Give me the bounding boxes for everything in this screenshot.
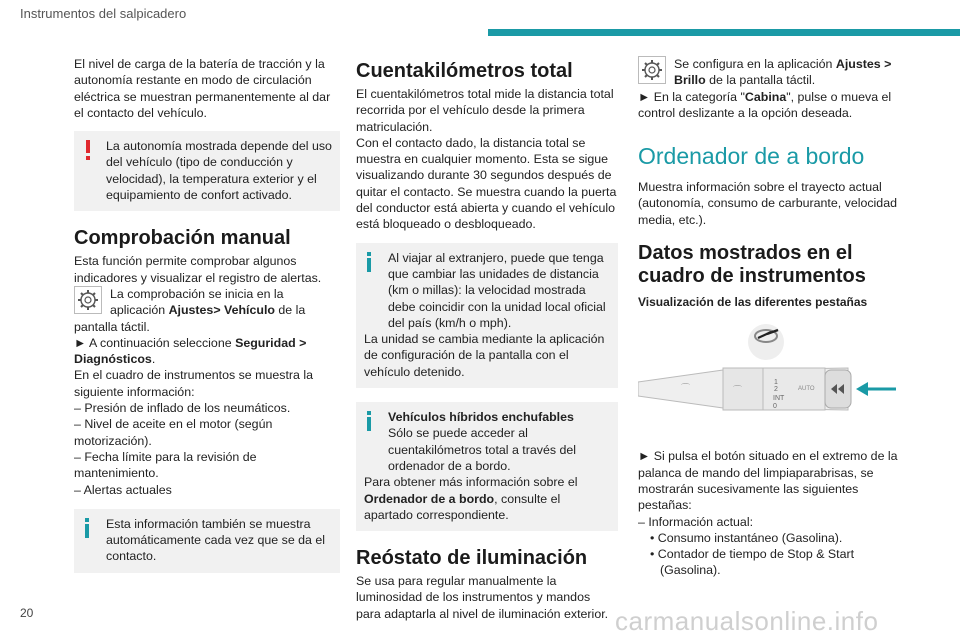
- hybrid-title: Vehículos híbridos enchufables: [388, 410, 574, 425]
- hybrid-bold: Ordenador de a bordo: [364, 491, 495, 506]
- wiper-stalk-diagram: [638, 322, 900, 432]
- watermark: carmanualsonline.info: [615, 606, 879, 636]
- column-1: [74, 56, 340, 573]
- stalk-label: 0: [773, 403, 777, 411]
- info-icon: [365, 411, 373, 431]
- settings-gear-icon: [74, 286, 102, 314]
- gear3-bold: Ajustes > Brillo: [674, 57, 892, 88]
- stalk-label: AUTO: [798, 386, 815, 393]
- list-item: • Contador de tiempo de Stop & Start (Gasolina).: [650, 547, 855, 578]
- trip-computer-paragraph: Muestra información sobre el trayecto actual (autonomía, consumo de carburante, velocidad media, etc.).: [638, 180, 897, 227]
- steering-wheel-icon: [748, 324, 784, 360]
- warning-exclamation-icon: [81, 139, 95, 161]
- info-box-units: [356, 243, 618, 388]
- stalk-label: 2: [774, 386, 778, 394]
- wiper-stalk-illustration: [638, 322, 900, 432]
- step-pre: ► A continuación seleccione: [74, 335, 236, 350]
- step-instruction: [74, 335, 340, 368]
- info-icon: [365, 252, 373, 272]
- step3-bold: Cabina: [744, 89, 787, 104]
- hybrid-post: , consulte el apartado correspondiente.: [364, 491, 561, 522]
- odometer-paragraph-2: Con el contacto dado, la distancia total se muestra en cualquier momento. Esta se sigue visualizando durante 30 segundos después de quitar el contacto. Se muestra cuando la puerta del conductor está abierta y cuando el vehículo está bloqueado o desbloqueado.: [356, 135, 617, 232]
- gear-text-bold: Ajustes> Vehículo: [168, 303, 275, 318]
- hybrid-text-1: Sólo se puede acceder al cuentakilómetros total a través del ordenador de a bordo.: [388, 426, 577, 473]
- rheostat-paragraph: Se usa para regular manualmente la luminosidad de los instrumentos y mandos para adaptarla al nivel de iluminación exterior.: [356, 574, 609, 621]
- column-2: [356, 56, 618, 622]
- hybrid-pre: Para obtener más información sobre el: [364, 475, 578, 490]
- warning-box: [74, 131, 340, 211]
- list-item: – Nivel de aceite en el motor (según motorización).: [74, 417, 273, 448]
- gear-text-post: de la pantalla táctil.: [74, 303, 306, 334]
- section-heading-displayed-data: Datos mostrados en el cuadro de instrumentos: [638, 242, 866, 288]
- odometer-paragraph-1: El cuentakilómetros total mide la distancia total recorrida por el vehículo desde la primera matriculación.: [356, 87, 614, 134]
- pointer-arrow-icon: [856, 382, 896, 396]
- section-heading-manual: Comprobación manual: [74, 227, 291, 250]
- list-item: • Consumo instantáneo (Gasolina).: [650, 530, 843, 545]
- tabs-subheading: Visualización de las diferentes pestañas: [638, 295, 868, 310]
- info-box-hybrid: [356, 402, 618, 531]
- stalk-label: INT: [773, 395, 785, 403]
- running-header: Instrumentos del salpicadero: [20, 6, 187, 21]
- settings-gear-icon: [638, 56, 666, 84]
- step3-post: ", pulse o mueva el control deslizante a la opción deseada.: [638, 89, 892, 120]
- section-heading-trip-computer: Ordenador de a bordo: [638, 143, 865, 170]
- page-number: 20: [20, 606, 34, 620]
- svg-text:⌒: ⌒: [681, 383, 691, 394]
- info-intro: En el cuadro de instrumentos se muestra la siguiente información:: [74, 368, 313, 399]
- list-item: – Presión de inflado de los neumáticos.: [74, 401, 291, 416]
- intro-paragraph: El nivel de carga de la batería de tracción y la autonomía restante en modo de circulación eléctrica se muestran permanentemente al dar el contacto del vehículo.: [74, 57, 331, 120]
- cabin-step: [638, 89, 900, 122]
- section-heading-rheostat: Reóstato de iluminación: [356, 547, 588, 570]
- gear-instruction-brightness: [638, 56, 900, 89]
- tabs-paragraph: ► Si pulsa el botón situado en el extremo de la palanca de mando del limpiaparabrisas, se mostrarán sucesivamente las siguientes pestañas:: [638, 449, 898, 513]
- units-text-1: Al viajar al extranjero, puede que tenga que cambiar las unidades de distancia (km o millas): la velocidad mostrada debe coincidir con la unidad local oficial del país (km/h o mph).: [388, 250, 606, 330]
- header-accent-bar: [488, 29, 960, 36]
- gear-text-pre: La comprobación se inicia en la aplicación: [110, 286, 284, 318]
- stalk-label: 1: [774, 379, 778, 387]
- info-icon: [83, 518, 91, 538]
- step-post: .: [151, 352, 156, 367]
- step3-pre: ► En la categoría ": [638, 89, 745, 104]
- svg-text:⌒: ⌒: [733, 385, 743, 396]
- list-item: – Fecha límite para la revisión de mantenimiento.: [74, 449, 257, 481]
- section-heading-odometer: Cuentakilómetros total: [356, 60, 573, 82]
- step-bold: Seguridad > Diagnósticos: [74, 335, 307, 367]
- info-box: [74, 509, 340, 573]
- gear3-pre: Se configura en la aplicación: [674, 57, 836, 71]
- gear-instruction: [74, 286, 340, 335]
- info-text: Esta información también se muestra automáticamente cada vez que se da el contacto.: [106, 516, 326, 564]
- column-3: [638, 56, 900, 579]
- manual-paragraph: Esta función permite comprobar algunos indicadores y visualizar el registro de alertas.: [74, 254, 322, 285]
- hybrid-text-2: [364, 474, 610, 523]
- gear3-post: de la pantalla táctil.: [705, 73, 816, 88]
- warning-text: La autonomía mostrada depende del uso del vehículo (tipo de conducción y velocidad), la temperatura exterior y el equipamiento de confort activado.: [106, 139, 332, 203]
- units-text-2: La unidad se cambia mediante la aplicación de configuración de la pantalla con el vehículo detenido.: [364, 332, 605, 379]
- list-item: – Alertas actuales: [74, 482, 172, 497]
- list-head: – Información actual:: [638, 514, 754, 529]
